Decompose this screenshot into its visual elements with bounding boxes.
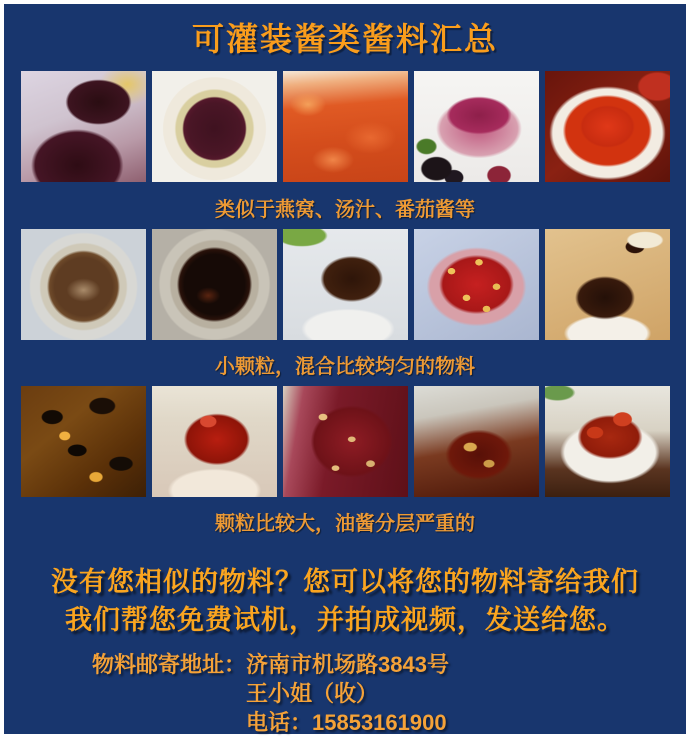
caption-thin-sauces: 类似于燕窝、汤汁、番茄酱等 [215, 199, 475, 221]
contact-block [92, 650, 449, 737]
photo-chopped-chili-in-glass-jar [283, 386, 408, 497]
photo-dark-berry-jam-with-spoon [21, 71, 146, 182]
phone-number: 电话：15853161900 [246, 710, 447, 735]
photo-chunky-red-sauce-white-bowl [545, 386, 670, 497]
photo-jar-top-view-dark-red-liquid [152, 71, 277, 182]
photo-black-sauce-jar-top [152, 229, 277, 340]
caption-small-particle-sauces: 小颗粒，混合比较均匀的物料 [215, 356, 475, 378]
recipient-name: 王小姐（收） [246, 681, 379, 706]
photo-dark-paste-in-bowl-with-greens [283, 229, 408, 340]
photo-chopped-red-chili-with-seeds [414, 229, 539, 340]
photo-row-large-particle-sauces [0, 386, 690, 497]
photo-row-small-particle-sauces [0, 229, 690, 340]
photo-row-thin-sauces [0, 71, 690, 182]
photo-chili-oil-with-peanuts-bowl [414, 386, 539, 497]
cta-line-1: 没有您相似的物料？您可以将您的物料寄给我们 [51, 567, 639, 597]
photo-tomato-sauce-jar-closeup [283, 71, 408, 182]
page-title: 可灌装酱类酱料汇总 [191, 21, 498, 57]
cta-text [0, 563, 690, 639]
caption-large-particle-sauces: 颗粒比较大，油酱分层严重的 [215, 513, 475, 535]
mailing-address: 物料邮寄地址：济南市机场路3843号 [92, 652, 449, 677]
photo-black-bean-sauce-bowl-with-spoon [545, 229, 670, 340]
photo-ketchup-in-white-bowl [545, 71, 670, 182]
photo-red-chili-beef-sauce-bowl [152, 386, 277, 497]
photo-berry-compote-bowl-with-berries [414, 71, 539, 182]
photo-chunky-oily-sauce-closeup [21, 386, 146, 497]
photo-minced-brown-sauce-jar-top [21, 229, 146, 340]
cta-line-2: 我们帮您免费试机，并拍成视频，发送给您。 [65, 605, 625, 635]
